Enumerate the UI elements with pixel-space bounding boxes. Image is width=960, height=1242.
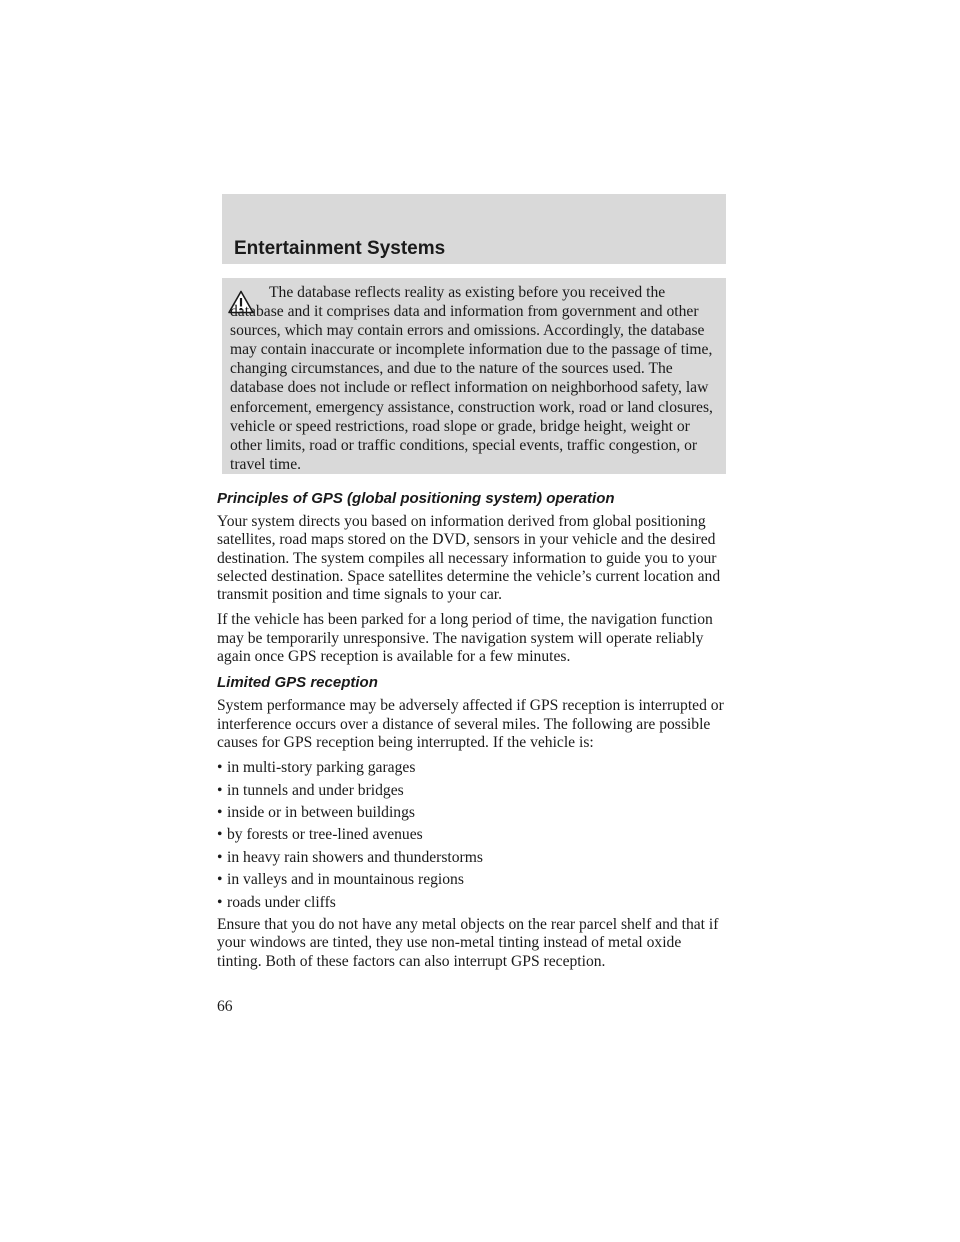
list-item: • by forests or tree-lined avenues [217, 826, 423, 844]
gps-principles-heading: Principles of GPS (global positioning system) operation [217, 490, 615, 507]
bullet-icon: • [217, 893, 223, 911]
limited-reception-intro: System performance may be adversely affected if GPS reception is interrupted or interference occurs over a distance of several miles. The following are possible causes for GPS reception being interrupted. If the vehicle is: [217, 697, 724, 751]
section-header-band [222, 194, 726, 264]
page-content [217, 489, 729, 978]
list-item: • in heavy rain showers and thunderstorms [217, 848, 483, 866]
bullet-icon: • [217, 759, 223, 777]
bullet-icon: • [217, 781, 223, 799]
section-title: Entertainment Systems [234, 238, 446, 259]
list-item: • in tunnels and under bridges [217, 781, 404, 799]
warning-text: The database reflects reality as existing before you received the database and it comprises data and information from government and other sources, which may contain errors and omissions. Accordingly, the database may contain inaccurate or incomplete information due to the passage of time, changing circumstances, and due to the nature of the sources used. The database does not include or reflect information on neighborhood safety, law enforcement, emergency assistance, construction work, road or land closures, vehicle or speed restrictions, road slope or grade, bridge height, weight or other limits, road or traffic conditions, special events, traffic congestion, or travel time. [230, 284, 713, 473]
bullet-icon: • [217, 804, 223, 822]
list-item: • in valleys and in mountainous regions [217, 871, 464, 889]
list-item: • in multi-story parking garages [217, 759, 416, 777]
warning-box [222, 278, 726, 474]
bullet-icon: • [217, 826, 223, 844]
gps-principles-paragraph-2: If the vehicle has been parked for a long period of time, the navigation function may be temporarily unresponsive. The navigation system will operate reliably again once GPS reception is available for a few minutes. [217, 611, 713, 666]
gps-principles-paragraph-1: Your system directs you based on information derived from global positioning satellites, road maps stored on the DVD, sensors in your vehicle and the desired destination. The system compiles all necessary information to guide you to your selected destination. Space satellites determine the vehicle’s current location and transmit position and time signals to your car. [217, 513, 721, 604]
bullet-icon: • [217, 871, 223, 889]
limited-reception-heading: Limited GPS reception [217, 674, 378, 692]
page-number: 66 [217, 998, 233, 1015]
bullet-icon: • [217, 848, 223, 866]
limited-reception-closing: Ensure that you do not have any metal objects on the rear parcel shelf and that if your windows are tinted, they use non-metal tinting instead of metal oxide tinting. Both of these factors can also interrupt GPS reception. [217, 916, 719, 970]
list-item: • roads under cliffs [217, 893, 336, 911]
list-item: • inside or in between buildings [217, 804, 415, 822]
reception-causes-list [217, 759, 729, 911]
